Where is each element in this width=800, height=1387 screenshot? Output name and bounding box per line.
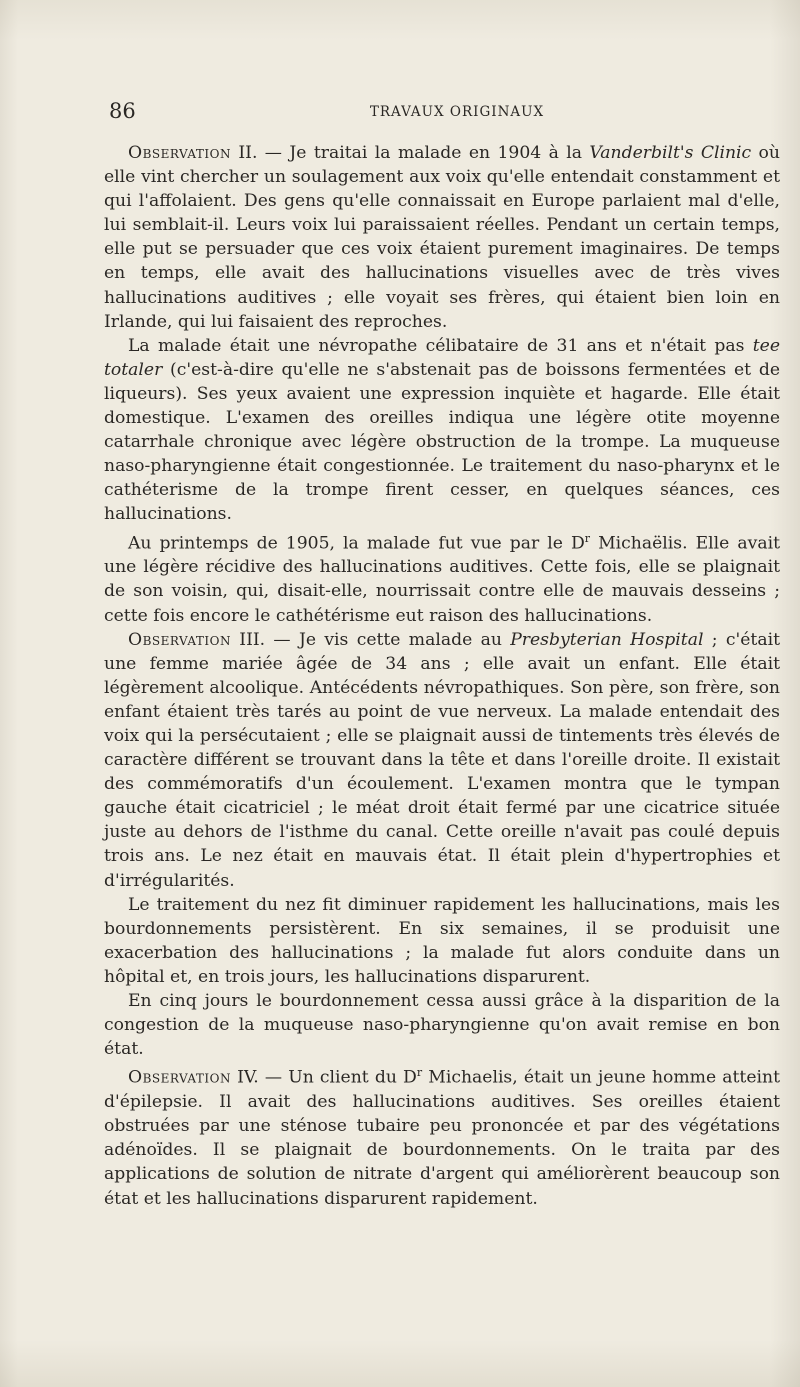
body-paragraph — [104, 334, 780, 527]
italic-text: Vanderbilt's Clinic — [589, 143, 752, 163]
observation-paragraph — [104, 1061, 780, 1210]
observation-dash: — — [265, 629, 299, 650]
paragraph-text: La malade était une névropathe célibataire de 31 ans et n'était pas — [128, 335, 753, 356]
observation-dash: — — [258, 1068, 289, 1089]
paragraph-text: (c'est-à-dire qu'elle ne s'abstenait pas de boissons fermentées et de liqueurs). Ses yeux avaient une expression inquiète et hagarde. Elle était domestique. L'examen des oreilles indiqua une légère otite moyenne catarrhale chronique avec légère obstruction de la trompe. La muqueuse naso-pharyngienne était congestionnée. Le traitement du naso-pharynx et le cathéterisme de la trompe firent cesser, en quelques séances, ces hallucinations. — [104, 359, 780, 525]
paragraph-text: Je traitai la malade en 1904 à la — [289, 143, 590, 163]
observation-dash: — — [257, 143, 290, 163]
paragraph-text: où elle vint chercher un soulagement aux voix qu'elle entendait constamment et qui l'affolaient. Des gens qu'elle connaissait en Europe parlaient mal d'elle, lui semblait-il. Leurs voix lui paraissaient réelles. Pendant un certain temps, elle put se persuader que ces voix étaient purement imaginaires. De temps en temps, elle avait des hallucinations visuelles avec de très vives hallucinations auditives ; elle voyait ses frères, qui étaient bien loin en Irlande, qui lui faisaient des reproches. — [104, 143, 780, 332]
observation-label: Observation — [128, 629, 231, 650]
observation-number: II. — [230, 143, 258, 163]
paragraph-text: Je vis cette malade au — [298, 629, 511, 650]
body-paragraph — [104, 893, 780, 989]
page-header — [109, 98, 769, 126]
paragraph-text: En cinq jours le bourdonnement cessa aussi grâce à la disparition de la congestion de la muqueuse naso-pharyngienne qu'on avait remise en bon état. — [104, 991, 780, 1060]
paragraph-text: Au printemps de 1905, la malade fut vue par le D — [128, 533, 585, 554]
paragraph-text: Michaëlis. Elle avait une légère récidive des hallucinations auditives. Cette fois, elle se plaignait de son voisin, qui, disait-elle, nourrissait contre elle de mauvais desseins ; cette fois encore le cathétérisme eut raison des hallucinations. — [104, 533, 780, 626]
observation-label: Observation — [128, 1068, 231, 1089]
superscript-text: r — [416, 1066, 423, 1080]
page-number: 86 — [109, 99, 136, 123]
paragraph-text: Un client du D — [288, 1068, 417, 1089]
running-head: TRAVAUX ORIGINAUX — [369, 104, 545, 120]
observation-paragraph — [104, 628, 780, 893]
paragraph-text: Le traitement du nez fit diminuer rapidement les hallucinations, mais les bourdonnements persistèrent. En six semaines, il se produisit une exacerbation des hallucinations ; la malade fut alors conduite dans un hôpital et, en trois jours, les hallucinations disparurent. — [104, 894, 780, 987]
observation-number: III. — [230, 629, 266, 650]
superscript-text: r — [584, 531, 591, 545]
italic-text: tee totaler — [104, 335, 780, 380]
body-paragraph — [104, 527, 780, 628]
article-body — [104, 141, 780, 1211]
observation-number: IV. — [230, 1068, 259, 1089]
observation-paragraph — [104, 141, 780, 334]
body-paragraph — [104, 989, 780, 1061]
paragraph-text: Michaelis, était un jeune homme atteint d'épilepsie. Il avait des hallucinations auditives. Ses oreilles étaient obstruées par une sténose tubaire peu prononcée et par des végétations adénoïdes. Il se plaignait de bourdonnements. On le traita par des applications de solution de nitrate d'argent qui améliorèrent beaucoup son état et les hallucinations disparurent rapidement. — [104, 1068, 780, 1209]
paragraph-text: ; c'était une femme mariée âgée de 34 ans ; elle avait un enfant. Elle était légèrement alcoolique. Antécédents névropathiques. Son père, son frère, son enfant étaient très tarés au point de vue nerveux. La malade entendait des voix qui la persécutaient ; elle se plaignait aussi de tintements très élevés de caractère différent se trouvant dans la tête et dans l'oreille droite. Il existait des commémoratifs d'un écoulement. L'examen montra que le tympan gauche était cicatriciel ; le méat droit était fermé par une cicatrice située juste au dehors de l'isthme du canal. Cette oreille n'avait pas coulé depuis trois ans. Le nez était en mauvais état. Il était plein d'hypertrophies et d'irrégularités. — [104, 629, 780, 891]
italic-text: Presbyterian Hospital — [510, 629, 704, 650]
observation-label: Observation — [128, 143, 231, 163]
